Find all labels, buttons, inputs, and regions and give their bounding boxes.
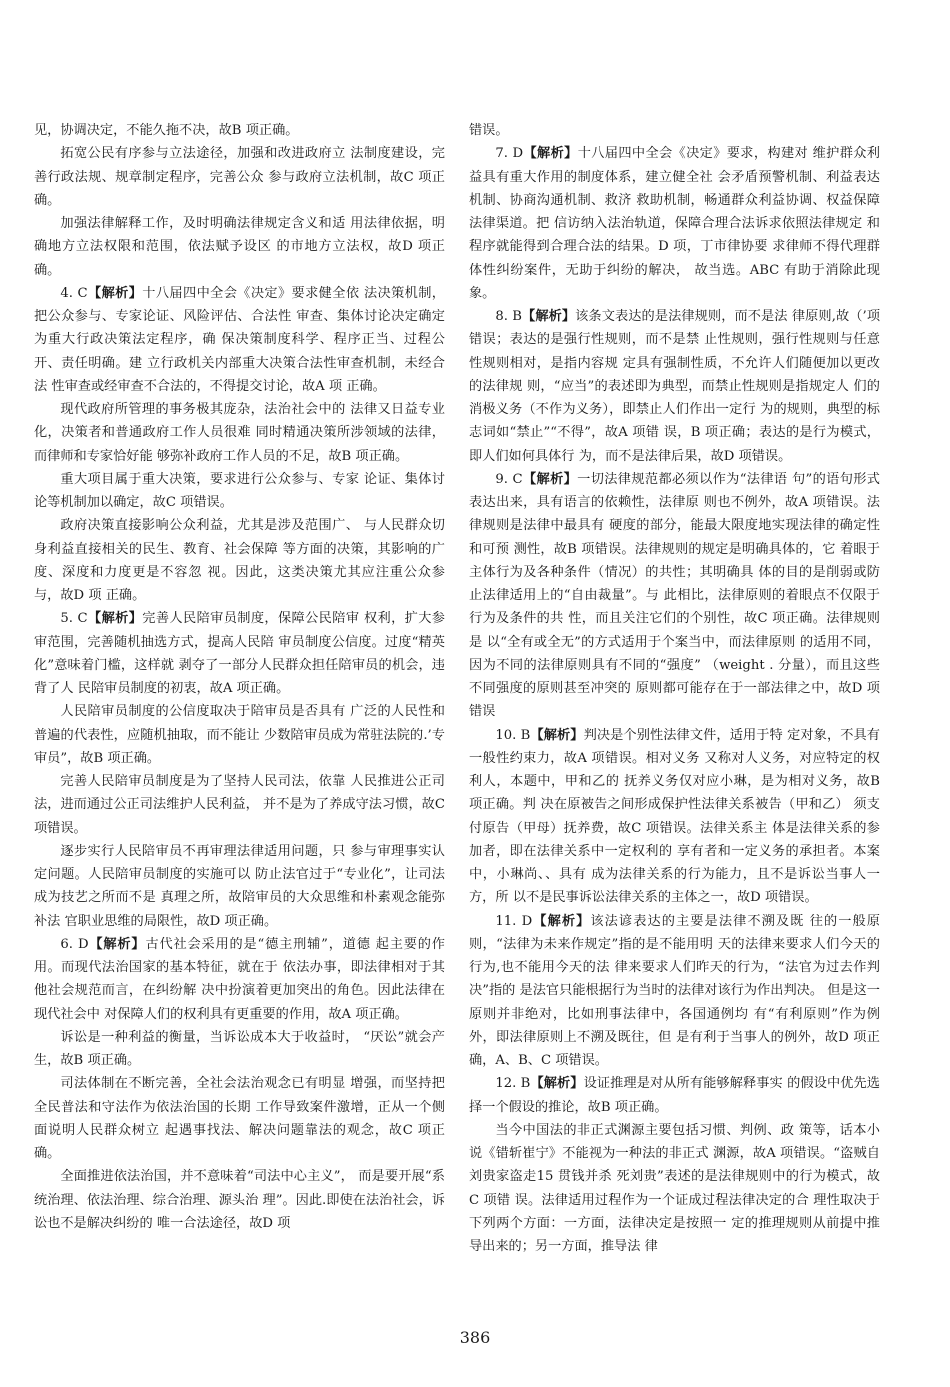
answer-number: 11. D [495, 913, 533, 929]
paragraph-text: 现代政府所管理的事务极其庞杂，法治社会中的 法律又日益专业化，决策者和普通政府工作人员很难 同时精通决策所涉领域的法律，而律师和专家恰好能 够弥补政府工作人员的不足，故B 项正确。 [34, 402, 445, 464]
answer-number: 12. B [495, 1076, 531, 1092]
paragraph [34, 1072, 445, 1165]
paragraph-text: 人民陪审员制度的公信度取决于陪审员是否具有 广泛的人民性和普遍的代表性，应随机抽取，而不能让 少数陪审员成为常驻法院的.’专审员”，故B 项正确。 [34, 704, 445, 766]
paragraph [469, 910, 880, 1073]
paragraph [34, 700, 445, 770]
paragraph [469, 724, 880, 910]
right-text-column [469, 119, 880, 1258]
paragraph [34, 1026, 445, 1073]
paragraph-text: 司法体制在不断完善，全社会法治观念已有明显 增强，而坚持把全民普法和守法作为依法治国的长期 工作导致案件激增，正从一个侧面说明人民群众树立 起遇事找法、解决问题靠法的观念，故C 项正确。 [34, 1076, 445, 1161]
paragraph [34, 514, 445, 607]
paragraph-text: 完善人民陪审员制度是为了坚持人民司法，依靠 人民推进公正司法，进而通过公正司法维护人民利益， 并不是为了养成守法习惯，故C 项错误。 [34, 774, 445, 836]
paragraph-text: 全面推进依法治国，并不意味着“司法中心主义”， 而是要开展“系统治理、依法治理、综合治理、源头治 理”。因此.即使在法治社会，诉讼也不是解决纠纷的 唯一合法途径，故D 项 [34, 1169, 445, 1231]
left-text-column [34, 119, 445, 1235]
paragraph [34, 398, 445, 468]
analysis-label: 【解析】 [530, 727, 584, 743]
paragraph [469, 305, 880, 468]
paragraph [34, 607, 445, 700]
answer-number: 10. B [495, 727, 531, 743]
analysis-label: 【解析】 [87, 611, 143, 627]
paragraph-text: 逐步实行人民陪审员不再审理法律适用问题，只 参与审理事实认定问题。人民陪审员制度的实施可以 防止法官过于“专业化”，让司法成为技艺之所而不是 真理之所，故陪审员的大众思维和朴素观念能弥补法 官职业思维的局限性，故D 项正确。 [34, 843, 445, 929]
paragraph-text: 古代社会采用的是“德主刑辅”，道德 起主要的作用。而现代法治国家的基本特征，就在于 依法办事，即法律相对于其他社会规范而言，在纠纷解 决中扮演着更加突出的角色。因此法律在现代社会中 对保障人们的权利具有更重要的作用，故A 项正确。 [34, 936, 445, 1022]
paragraph [469, 1119, 880, 1259]
paragraph-text: 完善人民陪审员制度，保障公民陪审 权利，扩大参审范围，完善随机抽选方式，提高人民陪 审员制度公信度。过度“精英化”意味着门槛，这样就 剥夺了一部分人民群众担任陪审员的机会，违背了人 民陪审员制度的初衷，故A 项正确。 [34, 611, 445, 696]
paragraph [469, 142, 880, 305]
paragraph [34, 840, 445, 933]
paragraph-text: 当今中国法的非正式渊源主要包括习惯、判例、政 策等，话本小说《错斩崔宁》不能视为一种法的非正式 渊源，故A 项错误。“盗贼自刘贵家盗走15 贯钱并杀 死刘贵”表述的是法律规则中的行为模式，故C 项错 误。法律适用过程作为一个证成过程法律决定的合 理性取决于下列两个方面：一方面，法律决定是按照一 定的推理规则从前提中推导出来的；另一方面，推导法 律 [469, 1122, 880, 1254]
answer-number: 5. C [60, 611, 88, 627]
paragraph-text: 设证推理是对从所有能够解释事实 的假设中优先选择一个假设的推论，故B 项正确。 [469, 1076, 880, 1115]
paragraph [34, 468, 445, 515]
analysis-label: 【解析】 [521, 309, 576, 324]
paragraph [34, 770, 445, 840]
paragraph-text: 十八届四中全会《决定》要求健全依 法决策机制，把公众参与、专家论证、风险评估、合法性 审查、集体讨论决定确定为重大行政决策法定程序，确 保决策制度科学、程序正当、过程公开、责任明确。建 立行政机关内部重大决策合法性审查机制，未经合法 性审查或经审查不合法的，不得提交讨论，故A 项 正确。 [34, 285, 445, 394]
paragraph-text: 政府决策直接影响公众利益，尤其是涉及范围广、 与人民群众切身利益直接相关的民生、教育、社会保障 等方面的决策，其影响的广度、深度和力度更是不容忽 视。因此，这类决策尤其应注重公众参与，故D 项 正确。 [34, 518, 445, 603]
paragraph [34, 119, 445, 142]
analysis-label: 【解析】 [522, 471, 578, 487]
analysis-label: 【解析】 [532, 913, 591, 929]
paragraph-text: 诉讼是一种利益的衡量，当诉讼成本大于收益时， “厌讼”就会产生，故B 项正确。 [34, 1029, 445, 1068]
paragraph [469, 1072, 880, 1119]
paragraph-text: 见，协调决定，不能久拖不决，故B 项正确。 [34, 123, 299, 138]
answer-number: 4. C [60, 285, 88, 301]
answer-number: 6. D [60, 936, 89, 952]
paragraph [34, 933, 445, 1026]
paragraph [34, 212, 445, 282]
analysis-label: 【解析】 [88, 936, 146, 952]
answer-number: 8. B [495, 309, 522, 324]
paragraph-text: 该法谚表达的主要是法律不溯及既 往的一般原则，“法律为未来作规定”指的是不能用明 天的法律来要求人们今天的行为,也不能用今天的法 律来要求人们昨天的行为，“法官为过去作判决”指的 是法官只能根据行为当时的法律对该行为作出判决。 但是这一原则并非绝对，比如刑事法律中，各国通例均 有“有利原则”作为例外，即法律原则上不溯及既往，但 是有利于当事人的例外，故D 项正确，A、B、C 项错误。 [469, 913, 880, 1068]
answer-number: 7. D [495, 146, 524, 162]
paragraph-text: 一切法律规范都必须以作为“法律语 句”的语句形式表达出来，具有语言的依赖性，法律原 则也不例外，故A 项错误。法律规则是法律中最具有 硬度的部分，能最大限度地实现法律的确定性和可预 测性，故B 项错误。法律规则的规定是明确具体的，它 着眼于主体行为及各种条件（情况）的共性；其明确具 体的目的是削弱或防止法律适用上的“自由裁量”。与 此相比，法律原则的着眼点不仅限于行为及条件的共 性，而且关注它们的个别性，故C 项正确。法律规则是 以“全有或全无”的方式适用于个案当中，而法律原则 的适用不同，因为不同的法律原则具有不同的“强度” （weight . 分量），而且这些不同强度的原则甚至冲突的 原则都可能存在于一部法律之中，故D 项错误 [469, 471, 880, 720]
paragraph [469, 119, 880, 142]
page-number: 386 [459, 1328, 491, 1347]
paragraph-text: 错误。 [469, 123, 509, 138]
paragraph-text: 判决是个别性法律文件，适用于特 定对象，不具有一般性约束力，故A 项错误。相对义务 又称对人义务，对应特定的权利人，本题中，甲和乙的 抚养义务仅对应小琳，是为相对义务，故B 项正确。判 决在原被告之间形成保护性法律关系被告（甲和乙） 须支付原告（甲母）抚养费，故C 项错误。法律关系主 体是法律关系的参加者，即在法律关系中一定权利的 享有者和一定义务的承担者。本案中，小琳尚、、具有 成为法律关系的行为能力，且不是诉讼当事人一方，所 以不是民事诉讼法律关系的主体之一，故D 项错误。 [469, 727, 880, 906]
paragraph-text: 该条文表达的是法律规则，而不是法 律原则,故（’项错误；表达的是强行性规则，而不是禁 止性规则，强行性规则与任意性规则相对，是指内容规 定具有强制性质，不允许人们随便加以更改的法律规 则，“应当”的表述即为典型，而禁止性规则是指规定人 们的消极义务（不作为义务），即禁止人们作出一定行 为的规则，典型的标志词如“禁止”“不得”，故A 项错 误，B 项正确；表达的是行为模式，即人们如何具体行 为，而不是法律后果，故D 项错误。 [469, 309, 881, 464]
analysis-label: 【解析】 [87, 285, 143, 301]
paragraph-text: 十八届四中全会《决定》要求，构建对 维护群众利益具有重大作用的制度体系，建立健全社 会矛盾预警机制、利益表达机制、协商沟通机制、救济 救助机制，畅通群众利益协调、权益保障法律渠道。把 信访纳入法治轨道，保障合理合法诉求依照法律规定 和程序就能得到合理合法的结果。D 项，丁市律协要 求律师不得代理群体性纠纷案件，无助于纠纷的解决， 故当选。ABC 有助于消除此现象。 [469, 146, 880, 301]
answer-number: 9. C [495, 471, 523, 487]
analysis-label: 【解析】 [530, 1076, 584, 1092]
paragraph [34, 142, 445, 212]
paragraph-text: 拓宽公民有序参与立法途径，加强和改进政府立 法制度建设，完善行政法规、规章制定程序，完善公众 参与政府立法机制，故C 项正确。 [34, 146, 445, 208]
analysis-label: 【解析】 [523, 146, 578, 162]
paragraph-text: 加强法律解释工作，及时明确法律规定含义和适 用法律依据，明确地方立法权限和范围，依法赋予设区 的市地方立法权，故D 项正确。 [34, 216, 445, 278]
paragraph [34, 282, 445, 398]
paragraph [469, 468, 880, 724]
paragraph [34, 1165, 445, 1235]
paragraph-text: 重大项目属于重大决策，要求进行公众参与、专家 论证、集体讨论等机制加以确定，故C 项错误。 [34, 471, 445, 510]
